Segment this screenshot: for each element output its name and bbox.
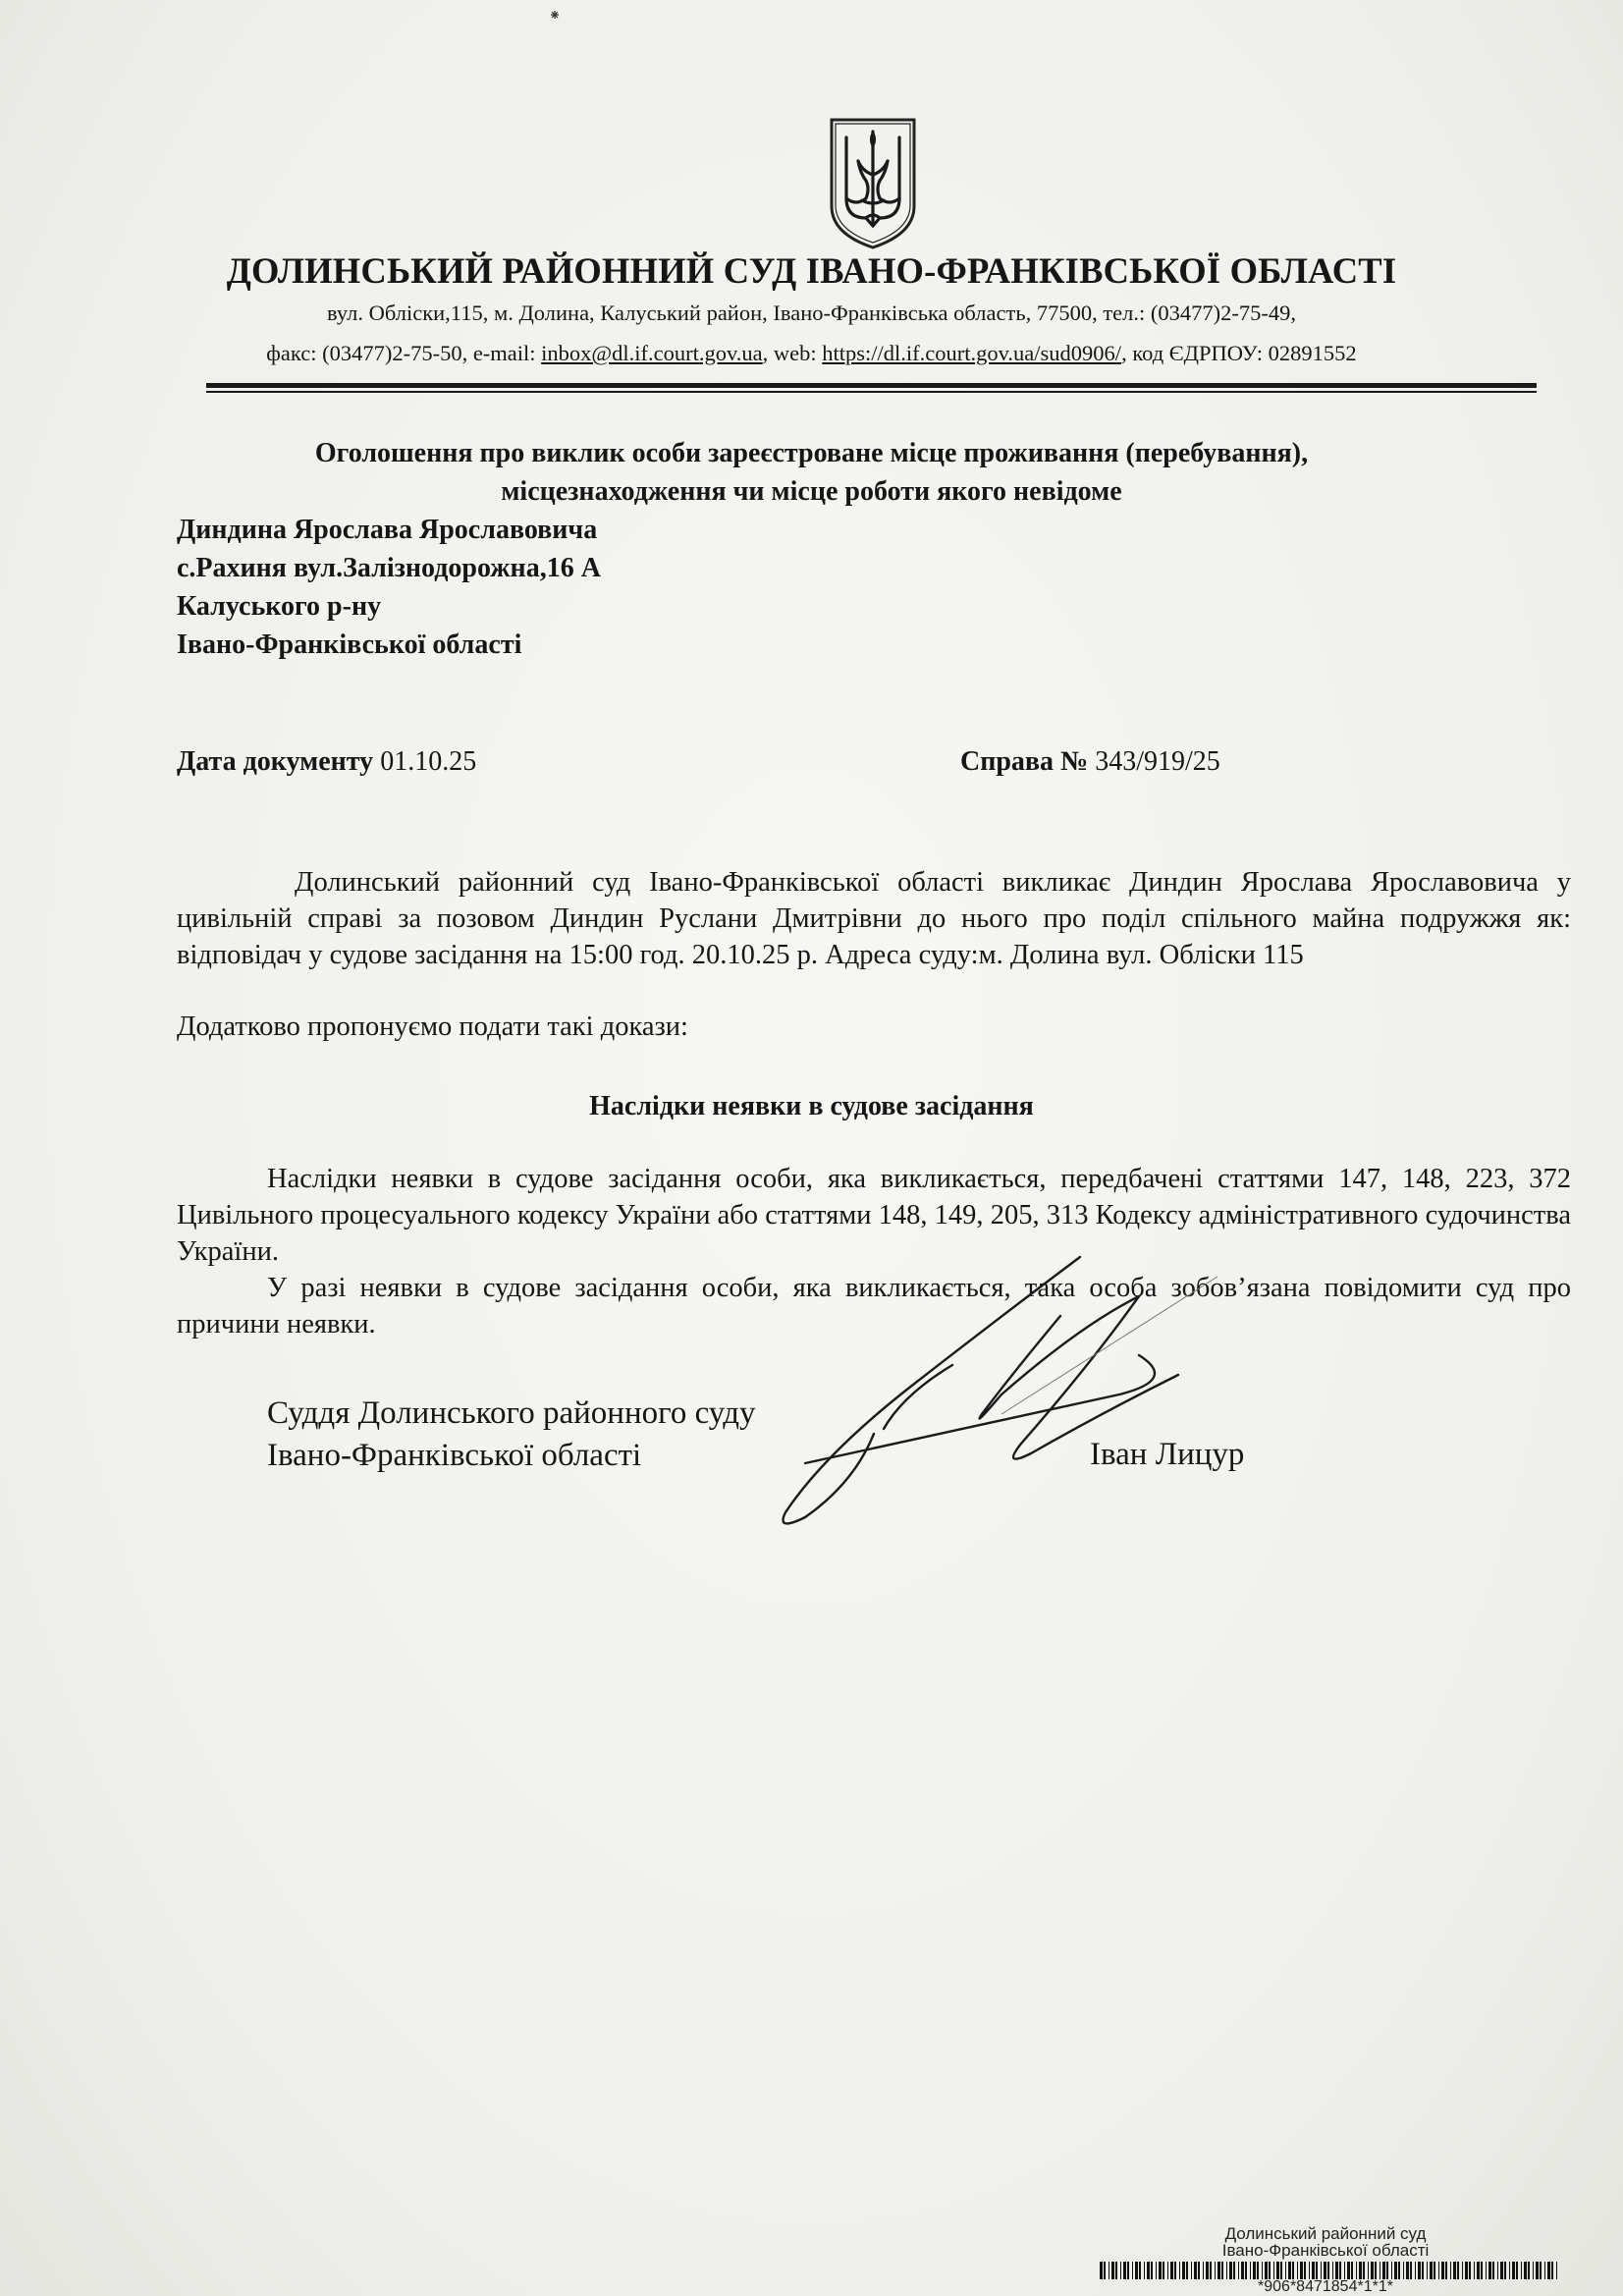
barcode-bar bbox=[1521, 2262, 1522, 2279]
barcode-bar bbox=[1147, 2262, 1150, 2279]
barcode-bar bbox=[1469, 2262, 1471, 2279]
addressee-block bbox=[177, 511, 601, 664]
registry-barcode bbox=[1100, 2262, 1561, 2279]
barcode-bar bbox=[1327, 2262, 1329, 2279]
barcode-bar bbox=[1359, 2262, 1362, 2279]
addressee-name: Диндина Ярослава Ярославовича bbox=[177, 515, 598, 545]
barcode-bar bbox=[1547, 2262, 1550, 2279]
barcode-bar bbox=[1167, 2262, 1168, 2279]
barcode-bar bbox=[1179, 2262, 1180, 2279]
barcode-bar bbox=[1422, 2262, 1424, 2279]
barcode-bar bbox=[1335, 2262, 1338, 2279]
barcode-bar bbox=[1221, 2262, 1223, 2279]
barcode-bar bbox=[1528, 2262, 1530, 2279]
barcode-bar bbox=[1280, 2262, 1282, 2279]
barcode-bar bbox=[1533, 2262, 1534, 2279]
registry-org-line-2: Івано-Франківської області bbox=[1221, 2241, 1430, 2260]
barcode-bar bbox=[1434, 2262, 1435, 2279]
barcode-bar bbox=[1245, 2262, 1247, 2279]
barcode-bar bbox=[1351, 2262, 1353, 2279]
barcode-bar bbox=[1250, 2262, 1251, 2279]
barcode-bar bbox=[1347, 2262, 1350, 2279]
document-date bbox=[177, 746, 476, 778]
barcode-bar bbox=[1229, 2262, 1232, 2279]
barcode-bar bbox=[1356, 2262, 1357, 2279]
court-contacts-line bbox=[0, 341, 1623, 366]
barcode-bar bbox=[1427, 2262, 1428, 2279]
notice-title-line-1: Оголошення про виклик особи зареєстроване місце проживання (перебування), bbox=[314, 438, 1309, 468]
barcode-bar bbox=[1418, 2262, 1421, 2279]
barcode-bar bbox=[1285, 2262, 1286, 2279]
barcode-bar bbox=[1445, 2262, 1447, 2279]
barcode-bar bbox=[1304, 2262, 1306, 2279]
barcode-bar bbox=[1163, 2262, 1164, 2279]
barcode-bar bbox=[1344, 2262, 1345, 2279]
barcode-bar bbox=[1551, 2262, 1553, 2279]
barcode-bar bbox=[1504, 2262, 1506, 2279]
addressee-street: с.Рахиня вул.Залізнодорожна,16 А bbox=[177, 553, 601, 583]
barcode-bar bbox=[1312, 2262, 1315, 2279]
fax-label: факс: (03477)2-75-50, e-mail: bbox=[266, 341, 542, 365]
barcode-bar bbox=[1486, 2262, 1487, 2279]
barcode-bar bbox=[1297, 2262, 1298, 2279]
barcode-bar bbox=[1144, 2262, 1145, 2279]
barcode-bar bbox=[1321, 2262, 1322, 2279]
barcode-bar bbox=[1191, 2262, 1192, 2279]
barcode-bar bbox=[1382, 2262, 1385, 2279]
barcode-bar bbox=[1115, 2262, 1117, 2279]
barcode-bar bbox=[1430, 2262, 1433, 2279]
barcode-bar bbox=[1198, 2262, 1200, 2279]
consequences-paragraph: Наслідки неявки в судове засідання особи, яка викликається, передбачені статтями 147, 148, 223, 372 Цивільного процесуального кодексу України або статтями 148, 149, 205, 313 Кодексу адміністративного судочинства України. bbox=[177, 1164, 1571, 1267]
barcode-bar bbox=[1217, 2262, 1220, 2279]
barcode-bar bbox=[1441, 2262, 1444, 2279]
barcode-bar bbox=[1375, 2262, 1377, 2279]
barcode-bar bbox=[1194, 2262, 1197, 2279]
barcode-bar bbox=[1363, 2262, 1365, 2279]
barcode-bar bbox=[1316, 2262, 1318, 2279]
barcode-bar bbox=[1100, 2262, 1103, 2279]
barcode-bar bbox=[1300, 2262, 1303, 2279]
barcode-bar bbox=[1120, 2262, 1121, 2279]
barcode-bar bbox=[1182, 2262, 1185, 2279]
barcode-bar bbox=[1524, 2262, 1527, 2279]
judge-position-line-1: Суддя Долинського районного суду bbox=[267, 1395, 756, 1431]
barcode-bar bbox=[1257, 2262, 1259, 2279]
barcode-bar bbox=[1238, 2262, 1239, 2279]
barcode-bar bbox=[1556, 2262, 1557, 2279]
barcode-bar bbox=[1206, 2262, 1209, 2279]
barcode-bar bbox=[1269, 2262, 1271, 2279]
barcode-bar bbox=[1453, 2262, 1456, 2279]
barcode-bar bbox=[1215, 2262, 1216, 2279]
scan-speck bbox=[550, 10, 560, 20]
notice-title-line-2: місцезнаходження чи місце роботи якого невідоме bbox=[501, 476, 1122, 507]
barcode-bar bbox=[1394, 2262, 1397, 2279]
barcode-bar bbox=[1368, 2262, 1369, 2279]
document-date-value: 01.10.25 bbox=[373, 746, 477, 777]
barcode-bar bbox=[1253, 2262, 1256, 2279]
web-label: , web: bbox=[762, 341, 823, 365]
barcode-bar bbox=[1210, 2262, 1212, 2279]
header-divider-thick bbox=[206, 383, 1537, 388]
barcode-bar bbox=[1386, 2262, 1388, 2279]
barcode-bar bbox=[1544, 2262, 1545, 2279]
barcode-bar bbox=[1276, 2262, 1279, 2279]
barcode-bar bbox=[1104, 2262, 1106, 2279]
notice-title bbox=[0, 434, 1623, 511]
barcode-bar bbox=[1398, 2262, 1400, 2279]
barcode-bar bbox=[1481, 2262, 1483, 2279]
barcode-bar bbox=[1332, 2262, 1333, 2279]
case-number-label: Справа № bbox=[960, 746, 1089, 777]
barcode-bar bbox=[1410, 2262, 1412, 2279]
barcode-bar bbox=[1174, 2262, 1176, 2279]
addressee-region: Івано-Франківської області bbox=[177, 629, 522, 660]
barcode-bar bbox=[1406, 2262, 1409, 2279]
addressee-district: Калуського р-ну bbox=[177, 591, 382, 622]
case-number-value: 343/919/25 bbox=[1088, 746, 1220, 777]
barcode-bar bbox=[1391, 2262, 1392, 2279]
barcode-bar bbox=[1233, 2262, 1235, 2279]
email-link: inbox@dl.if.court.gov.ua bbox=[541, 341, 763, 365]
court-address-line: вул. Обліски,115, м. Долина, Калуський район, Івано-Франківська область, 77500, тел.: (03477)2-75-49, bbox=[327, 301, 1296, 325]
coat-of-arms-emblem bbox=[827, 116, 919, 251]
barcode-bar bbox=[1474, 2262, 1475, 2279]
barcode-bar bbox=[1265, 2262, 1268, 2279]
barcode-bar bbox=[1500, 2262, 1503, 2279]
barcode-bar bbox=[1371, 2262, 1374, 2279]
barcode-bar bbox=[1139, 2262, 1141, 2279]
barcode-bar bbox=[1512, 2262, 1515, 2279]
barcode-bar bbox=[1292, 2262, 1294, 2279]
website-link: https://dl.if.court.gov.ua/sud0906/ bbox=[822, 341, 1122, 365]
barcode-bar bbox=[1111, 2262, 1114, 2279]
court-name-heading: ДОЛИНСЬКИЙ РАЙОННИЙ СУД ІВАНО-ФРАНКІВСЬКОЇ ОБЛАСТІ bbox=[226, 250, 1397, 291]
handwritten-signature bbox=[766, 1237, 1237, 1532]
barcode-bar bbox=[1465, 2262, 1468, 2279]
barcode-bar bbox=[1324, 2262, 1326, 2279]
consequences-heading: Наслідки неявки в судове засідання bbox=[589, 1091, 1034, 1121]
barcode-bar bbox=[1241, 2262, 1244, 2279]
edrpou-label: , код ЄДРПОУ: 02891552 bbox=[1121, 341, 1357, 365]
barcode-bar bbox=[1132, 2262, 1133, 2279]
barcode-bar bbox=[1309, 2262, 1310, 2279]
judge-name: Іван Лицур bbox=[1090, 1437, 1245, 1472]
summons-paragraph: Долинський районний суд Івано-Франківської області викликає Диндин Ярослава Ярославовича у цивільній справі за позовом Диндин Руслани Дмитрівни до нього про поділ спільного майна подружжя як: відповідач у судове засідання на 15:00 год. 20.10.25 р. Адреса суду:м. Долина вул. Обліски 115 bbox=[177, 867, 1571, 970]
notify-paragraph: У разі неявки в судове засідання особи, яка викликається, така особа зобов’язана повідомити суд про причини неявки. bbox=[177, 1273, 1571, 1339]
barcode-bar bbox=[1438, 2262, 1439, 2279]
judge-position-line-2: Івано-Франківської області bbox=[267, 1438, 642, 1473]
additional-evidence-line: Додатково пропонуємо подати такі докази: bbox=[177, 1011, 688, 1042]
barcode-bar bbox=[1170, 2262, 1173, 2279]
barcode-bar bbox=[1477, 2262, 1480, 2279]
barcode-bar bbox=[1203, 2262, 1204, 2279]
barcode-bar bbox=[1123, 2262, 1126, 2279]
barcode-bar bbox=[1462, 2262, 1463, 2279]
header-divider-thin bbox=[206, 391, 1537, 393]
barcode-bar bbox=[1415, 2262, 1416, 2279]
barcode-bar bbox=[1339, 2262, 1341, 2279]
barcode-bar bbox=[1457, 2262, 1459, 2279]
barcode-bar bbox=[1186, 2262, 1188, 2279]
barcode-bar bbox=[1151, 2262, 1153, 2279]
barcode-bar bbox=[1497, 2262, 1498, 2279]
registry-stamp-org bbox=[1178, 2225, 1473, 2259]
registry-barcode-number: *906*8471854*1*1* bbox=[1258, 2278, 1393, 2295]
registry-org-line-1: Долинський районний суд bbox=[1224, 2224, 1427, 2243]
barcode-bar bbox=[1540, 2262, 1542, 2279]
barcode-bar bbox=[1536, 2262, 1539, 2279]
barcode-bar bbox=[1516, 2262, 1518, 2279]
barcode-bar bbox=[1156, 2262, 1157, 2279]
judge-position bbox=[267, 1393, 756, 1477]
barcode-bar bbox=[1288, 2262, 1291, 2279]
case-number bbox=[960, 746, 1220, 778]
barcode-bar bbox=[1273, 2262, 1274, 2279]
barcode-bar bbox=[1492, 2262, 1494, 2279]
barcode-bar bbox=[1262, 2262, 1263, 2279]
barcode-bar bbox=[1159, 2262, 1162, 2279]
document-date-label: Дата документу bbox=[177, 746, 374, 777]
barcode-bar bbox=[1488, 2262, 1491, 2279]
barcode-bar bbox=[1226, 2262, 1227, 2279]
barcode-bar bbox=[1450, 2262, 1451, 2279]
barcode-bar bbox=[1509, 2262, 1510, 2279]
barcode-bar bbox=[1135, 2262, 1138, 2279]
barcode-bar bbox=[1403, 2262, 1404, 2279]
barcode-bar bbox=[1127, 2262, 1129, 2279]
